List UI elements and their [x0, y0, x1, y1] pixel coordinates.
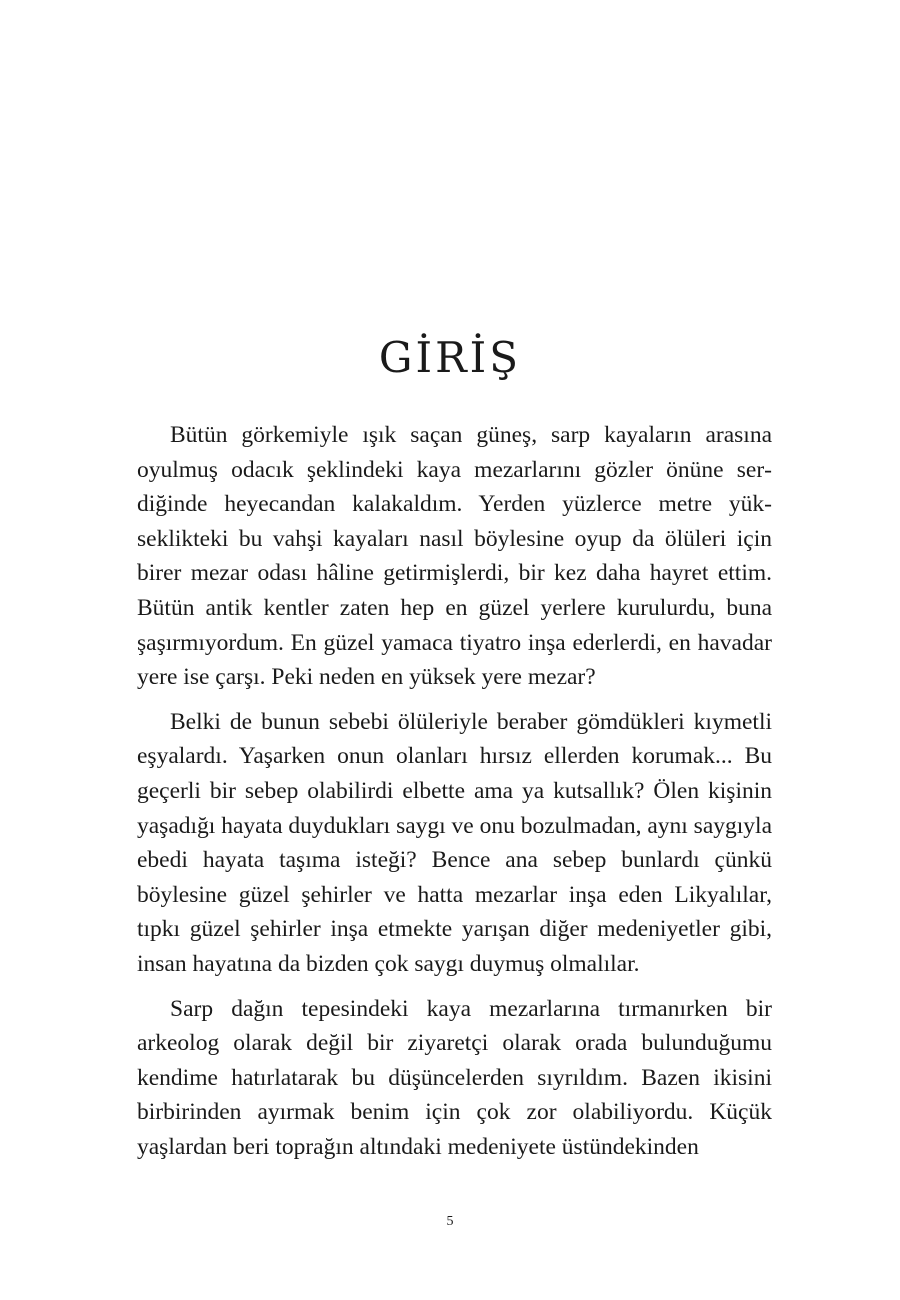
- paragraph-3: Sarp dağın tepesindeki kaya mezarlarına tırmanırken bir arkeolog olarak değil bir ziyaretçi olarak orada bulunduğumu kendime hatırlatarak bu düşüncelerden sıyrıldım. Bazen ikisini birbirinden ayırmak benim için çok zor olabiliyordu. Küçük yaşlardan beri toprağın altındaki medeniyete üstündekinden: [137, 995, 772, 1160]
- chapter-title: GİRİŞ: [378, 333, 522, 382]
- page-number: 5: [446, 1214, 454, 1229]
- paragraph-1: Bütün görkemiyle ışık saçan güneş, sarp kayaların arasına oyulmuş odacık şeklindeki kaya mezarlarını gözler önüne serdiğinde heyecandan kalakaldım. Yerden yüzlerce metre yükseklikteki bu vahşi kayaları nasıl böylesine oyup da ölüleri için birer mezar odası hâline getirmişlerdi, bir kez daha hayret ettim. Bütün antik kentler zaten hep en güzel yerlere kurulurdu, buna şaşırmıyordum. En güzel yamaca tiyatro inşa ederlerdi, en havadar yere ise çarşı. Peki neden en yüksek yere mezar?: [137, 422, 772, 691]
- chapter-body: [137, 418, 772, 1174]
- paragraph-2: Belki de bunun sebebi ölüleriyle beraber gömdükleri kıymetli eşyalardı. Yaşarken onun olanları hırsız ellerden korumak... Bu geçerli bir sebep olabilirdi elbette ama ya kutsallık? Ölen kişinin yaşadığı hayata duydukları saygı ve onu bozulmadan, aynı saygıyla ebedi hayata taşıma isteği? Bence ana sebep bunlardı çünkü böylesine güzel şehirler ve hatta mezarlar inşa eden Likyalılar, tıpkı güzel şehirler inşa etmekte yarışan diğer medeniyetler gibi, insan hayatına da bizden çok saygı duymuş olmalılar.: [137, 708, 772, 977]
